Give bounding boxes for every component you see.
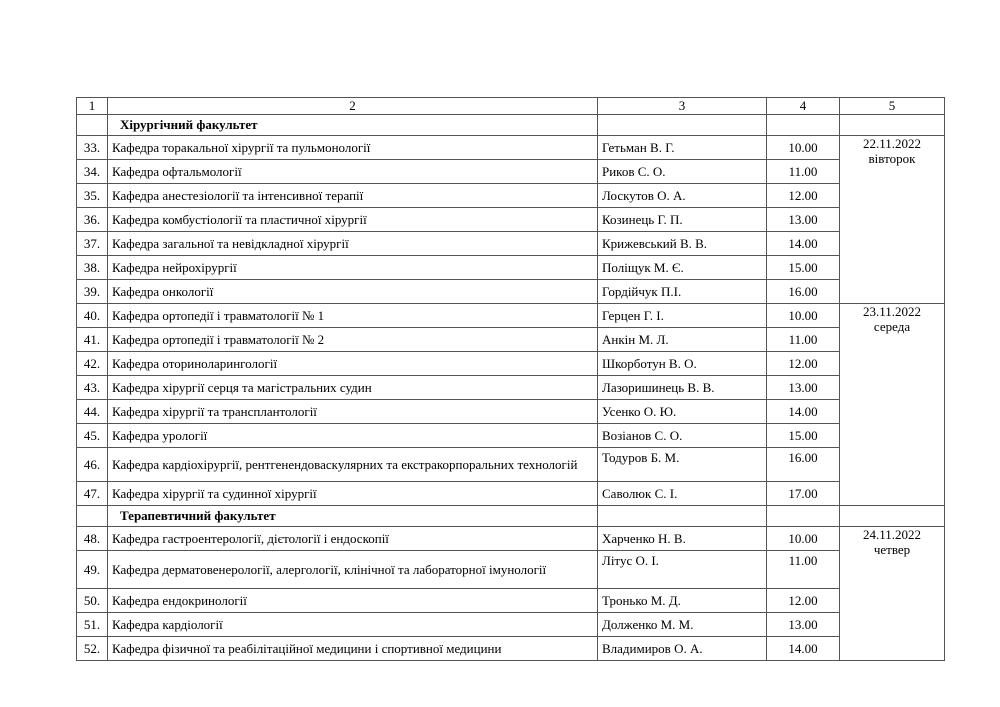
- row-number: 38.: [77, 256, 108, 280]
- table-row: [77, 589, 945, 613]
- head-name: Тодуров Б. М.: [598, 448, 767, 482]
- schedule-table: [76, 97, 945, 661]
- head-name: Саволюк С. І.: [598, 482, 767, 506]
- table-row: [77, 328, 945, 352]
- department-name: Кафедра ендокринології: [108, 589, 598, 613]
- head-name: Поліщук М. Є.: [598, 256, 767, 280]
- table-row: [77, 482, 945, 506]
- department-name: Кафедра хірургії та трансплантології: [108, 400, 598, 424]
- table-row: [77, 400, 945, 424]
- header-cell-4: 4: [767, 98, 840, 115]
- head-name: Анкін М. Л.: [598, 328, 767, 352]
- department-name: Кафедра урології: [108, 424, 598, 448]
- head-name: Козинець Г. П.: [598, 208, 767, 232]
- table-row: [77, 160, 945, 184]
- department-name: Кафедра оториноларингології: [108, 352, 598, 376]
- date-cell: [840, 527, 945, 661]
- department-name: Кафедра ортопедії і травматології № 2: [108, 328, 598, 352]
- row-number: 52.: [77, 637, 108, 661]
- table-row: [77, 136, 945, 160]
- department-name: Кафедра фізичної та реабілітаційної медицини і спортивної медицини: [108, 637, 598, 661]
- department-name: Кафедра гастроентерології, дієтології і ендоскопії: [108, 527, 598, 551]
- head-name: Тронько М. Д.: [598, 589, 767, 613]
- row-number: 33.: [77, 136, 108, 160]
- table-row: [77, 637, 945, 661]
- row-number: 46.: [77, 448, 108, 482]
- day-of-week: вівторок: [868, 151, 916, 166]
- department-name: Кафедра загальної та невідкладної хірургії: [108, 232, 598, 256]
- head-name: Усенко О. Ю.: [598, 400, 767, 424]
- head-name: Літус О. І.: [598, 551, 767, 589]
- head-name: Долженко М. М.: [598, 613, 767, 637]
- date-value: 22.11.2022: [862, 136, 922, 151]
- table-row: [77, 208, 945, 232]
- day-of-week: середа: [873, 319, 911, 334]
- time-cell: 11.00: [767, 551, 840, 589]
- date-cell: [840, 304, 945, 506]
- row-number: 47.: [77, 482, 108, 506]
- table-row: [77, 352, 945, 376]
- table-row: [77, 184, 945, 208]
- time-cell: 13.00: [767, 376, 840, 400]
- time-cell: 17.00: [767, 482, 840, 506]
- table-row: [77, 232, 945, 256]
- time-cell: 13.00: [767, 208, 840, 232]
- row-number: 37.: [77, 232, 108, 256]
- time-cell: 13.00: [767, 613, 840, 637]
- header-cell-3: 3: [598, 98, 767, 115]
- row-number: 49.: [77, 551, 108, 589]
- time-cell: 15.00: [767, 256, 840, 280]
- time-cell: 11.00: [767, 160, 840, 184]
- section-title: Хірургічний факультет: [108, 115, 598, 136]
- department-name: Кафедра торакальної хірургії та пульмонології: [108, 136, 598, 160]
- department-name: Кафедра хірургії та судинної хірургії: [108, 482, 598, 506]
- head-name: Владимиров О. А.: [598, 637, 767, 661]
- head-name: Возіанов С. О.: [598, 424, 767, 448]
- row-number: 39.: [77, 280, 108, 304]
- department-name: Кафедра офтальмології: [108, 160, 598, 184]
- head-name: Гордійчук П.І.: [598, 280, 767, 304]
- day-of-week: четвер: [873, 542, 911, 557]
- row-number: 36.: [77, 208, 108, 232]
- time-cell: 14.00: [767, 232, 840, 256]
- time-cell: 12.00: [767, 589, 840, 613]
- row-number: 45.: [77, 424, 108, 448]
- department-name: Кафедра комбустіології та пластичної хірургії: [108, 208, 598, 232]
- header-cell-5: 5: [840, 98, 945, 115]
- head-name: Харченко Н. В.: [598, 527, 767, 551]
- time-cell: 15.00: [767, 424, 840, 448]
- head-name: Лазоришинець В. В.: [598, 376, 767, 400]
- row-number: 35.: [77, 184, 108, 208]
- table-row: [77, 448, 945, 482]
- department-name: Кафедра онкології: [108, 280, 598, 304]
- section-row-surgical: [77, 115, 945, 136]
- table-row: [77, 424, 945, 448]
- row-number: 43.: [77, 376, 108, 400]
- row-number: 44.: [77, 400, 108, 424]
- time-cell: 14.00: [767, 400, 840, 424]
- row-number: 51.: [77, 613, 108, 637]
- row-number: 40.: [77, 304, 108, 328]
- time-cell: 11.00: [767, 328, 840, 352]
- row-number: 34.: [77, 160, 108, 184]
- department-name: Кафедра анестезіології та інтенсивної терапії: [108, 184, 598, 208]
- table-row: [77, 376, 945, 400]
- row-number: 42.: [77, 352, 108, 376]
- table-row: [77, 527, 945, 551]
- time-cell: 16.00: [767, 280, 840, 304]
- row-number: 50.: [77, 589, 108, 613]
- department-name: Кафедра кардіохірургії, рентгенендоваскулярних та екстракорпоральних технологій: [108, 448, 598, 482]
- header-cell-1: 1: [77, 98, 108, 115]
- head-name: Крижевський В. В.: [598, 232, 767, 256]
- department-name: Кафедра дерматовенерології, алергології, клінічної та лабораторної імунології: [108, 551, 598, 589]
- time-cell: 12.00: [767, 184, 840, 208]
- time-cell: 10.00: [767, 527, 840, 551]
- department-name: Кафедра хірургії серця та магістральних судин: [108, 376, 598, 400]
- date-value: 23.11.2022: [862, 304, 922, 319]
- row-number: 41.: [77, 328, 108, 352]
- table-row: [77, 256, 945, 280]
- department-name: Кафедра ортопедії і травматології № 1: [108, 304, 598, 328]
- header-row: [77, 98, 945, 115]
- time-cell: 10.00: [767, 136, 840, 160]
- date-cell: [840, 136, 945, 304]
- time-cell: 16.00: [767, 448, 840, 482]
- head-name: Шкорботун В. О.: [598, 352, 767, 376]
- header-cell-2: 2: [108, 98, 598, 115]
- time-cell: 12.00: [767, 352, 840, 376]
- head-name: Гетьман В. Г.: [598, 136, 767, 160]
- time-cell: 10.00: [767, 304, 840, 328]
- department-name: Кафедра нейрохірургії: [108, 256, 598, 280]
- date-value: 24.11.2022: [862, 527, 922, 542]
- head-name: Лоскутов О. А.: [598, 184, 767, 208]
- section-row-therapeutic: [77, 506, 945, 527]
- table-row: [77, 551, 945, 589]
- row-number: 48.: [77, 527, 108, 551]
- time-cell: 14.00: [767, 637, 840, 661]
- section-title: Терапевтичний факультет: [108, 506, 598, 527]
- table-row: [77, 304, 945, 328]
- head-name: Риков С. О.: [598, 160, 767, 184]
- head-name: Герцен Г. І.: [598, 304, 767, 328]
- table-row: [77, 613, 945, 637]
- table-row: [77, 280, 945, 304]
- department-name: Кафедра кардіології: [108, 613, 598, 637]
